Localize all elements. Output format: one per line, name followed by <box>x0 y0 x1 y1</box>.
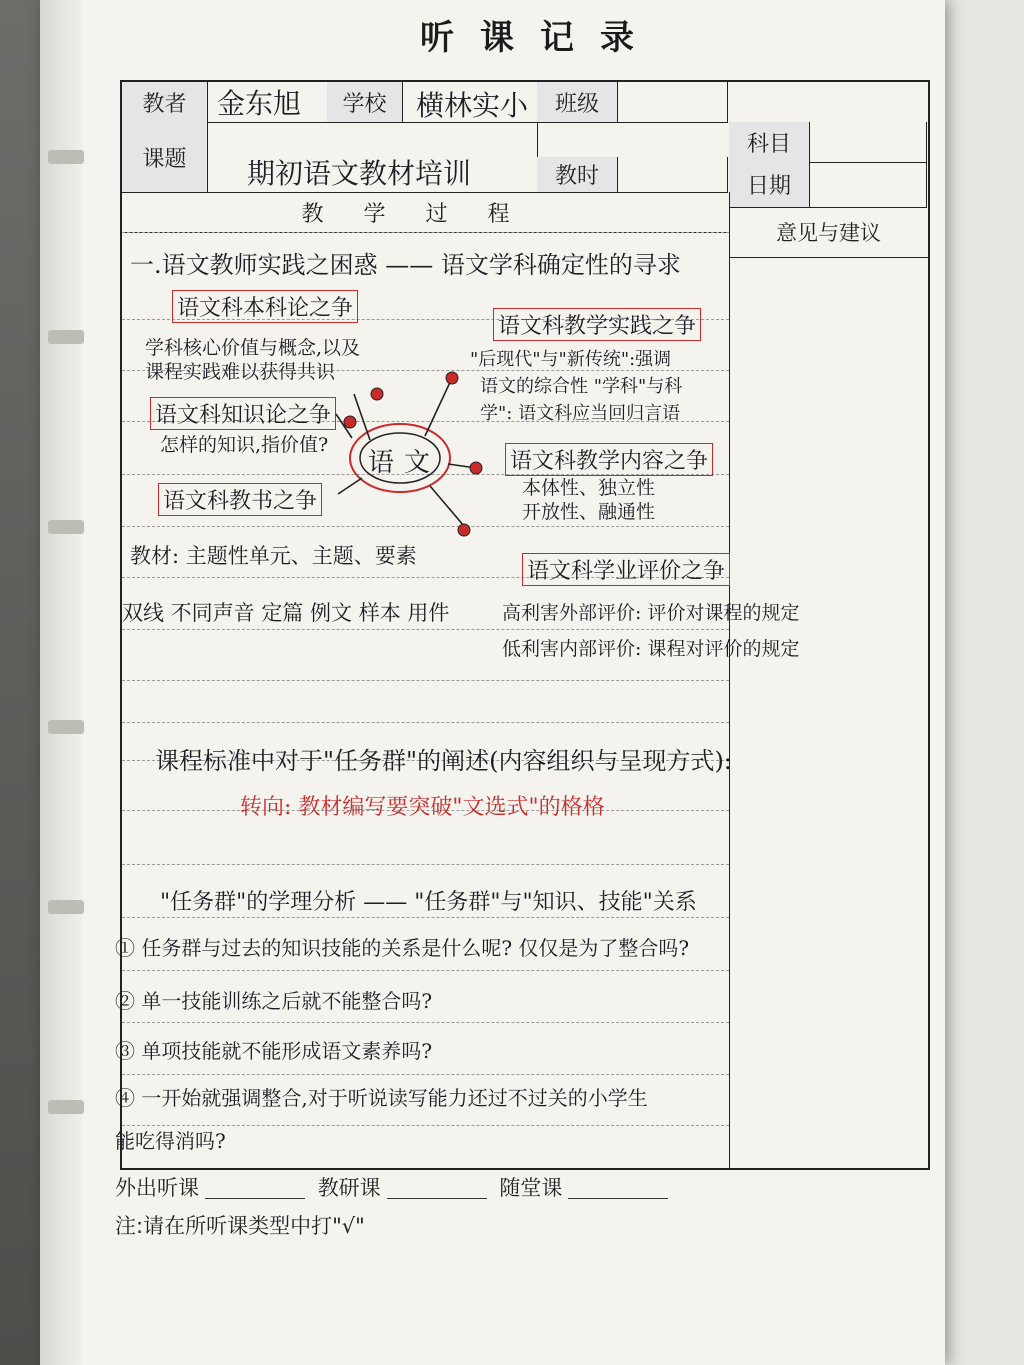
notes-heading: 一.语文教师实践之困惑 —— 语文学科确定性的寻求 <box>130 251 681 279</box>
binding-hole <box>48 900 84 914</box>
ruled-line <box>122 864 729 865</box>
page-spine <box>40 0 82 1365</box>
box-practice-debate: 语文科教学实践之争 <box>493 308 701 341</box>
note-consensus: 课程实践难以获得共识 <box>145 361 336 383</box>
ruled-line <box>122 970 729 971</box>
regular-class-label: 随堂课 <box>499 1176 563 1200</box>
footer-note: 注:请在所听课类型中打"√" <box>115 1214 365 1238</box>
hours-label: 教时 <box>537 157 618 193</box>
ruled-line <box>122 1074 729 1075</box>
question-4: ④ 一开始就强调整合,对于听说读写能力还过不过关的小学生 <box>115 1086 648 1110</box>
box-evaluation-debate: 语文科学业评价之争 <box>522 553 730 586</box>
topic-label: 课题 <box>122 122 208 193</box>
question-2: ② 单一技能训练之后就不能整合吗? <box>115 989 433 1013</box>
question-1: ① 任务群与过去的知识技能的关系是什么呢? 仅仅是为了整合吗? <box>115 936 690 960</box>
binding-hole <box>48 330 84 344</box>
topic-cell <box>207 122 538 193</box>
note-curriculum-standard: 课程标准中对于"任务群"的阐述(内容组织与呈现方式): <box>155 747 732 775</box>
date-cell <box>809 162 927 208</box>
binding-hole <box>48 720 84 734</box>
visit-type-row <box>115 1172 674 1202</box>
mind-map-center: 语文 <box>368 448 441 478</box>
box-knowledge-debate: 语文科知识论之争 <box>150 397 336 430</box>
box-major-debate: 语文科本科论之争 <box>172 290 358 323</box>
binding-hole <box>48 520 84 534</box>
binding-hole <box>48 150 84 164</box>
regular-class-blank[interactable] <box>568 1180 668 1199</box>
note-core-value: 学科核心价值与概念,以及 <box>145 337 361 359</box>
page-title: 听课记录 <box>420 18 660 58</box>
teacher-name: 金东旭 <box>217 87 302 120</box>
school-name: 横林实小 <box>416 89 529 122</box>
note-textbook-units: 教材: 主题性单元、主题、要素 <box>130 544 417 568</box>
ruled-line <box>122 232 729 233</box>
ruled-line <box>122 526 729 527</box>
external-class-blank[interactable] <box>205 1180 305 1199</box>
ruled-line <box>122 1022 729 1023</box>
class-cell <box>617 82 728 123</box>
ruled-line <box>122 680 729 681</box>
process-label: 教学过程 <box>122 192 730 233</box>
school-cell <box>402 82 538 123</box>
note-knowledge-value: 怎样的知识,指价值? <box>160 434 329 456</box>
ruled-line <box>122 629 729 630</box>
question-3: ③ 单项技能就不能形成语文素养吗? <box>115 1039 433 1063</box>
research-class-label: 教研课 <box>317 1176 381 1200</box>
note-ontological: 本体性、独立性 <box>522 477 656 499</box>
note-red-turn: 转向: 教材编写要突破"文选式"的格格 <box>240 795 605 820</box>
teacher-cell <box>207 82 328 123</box>
class-label: 班级 <box>537 82 618 123</box>
date-label: 日期 <box>729 162 810 208</box>
box-content-debate: 语文科教学内容之争 <box>505 443 713 476</box>
note-comprehensive: 语文的综合性 "学科"与科 <box>480 376 683 397</box>
note-openness: 开放性、融通性 <box>522 501 656 523</box>
hours-cell <box>617 157 728 193</box>
external-class-label: 外出听课 <box>115 1176 199 1200</box>
box-textbook-debate: 语文科教书之争 <box>158 483 322 516</box>
research-class-blank[interactable] <box>387 1180 487 1199</box>
advice-area <box>729 257 928 1168</box>
binding-hole <box>48 1100 84 1114</box>
note-task-group-analysis: "任务群"的学理分析 —— "任务群"与"知识、技能"关系 <box>160 890 697 915</box>
note-dual-line: 双线 不同声音 定篇 例文 样本 用件 <box>122 601 450 625</box>
teacher-label: 教者 <box>122 82 208 123</box>
advice-label: 意见与建议 <box>729 207 928 258</box>
note-postmodern: "后现代"与"新传统":强调 <box>470 349 672 370</box>
advice-divider <box>729 257 928 258</box>
note-return-speech: 学": 语文科应当回归言语 <box>480 403 681 424</box>
note-high-stakes: 高利害外部评价: 评价对课程的规定 <box>502 602 800 624</box>
topic-text: 期初语文教材培训 <box>247 157 472 190</box>
note-low-stakes: 低利害内部评价: 课程对评价的规定 <box>502 638 800 660</box>
school-label: 学校 <box>327 82 403 123</box>
subject-label: 科目 <box>729 122 810 163</box>
ruled-line <box>122 722 729 723</box>
subject-cell <box>809 122 927 163</box>
question-4-continued: 能吃得消吗? <box>115 1129 226 1153</box>
ruled-line <box>122 917 729 918</box>
